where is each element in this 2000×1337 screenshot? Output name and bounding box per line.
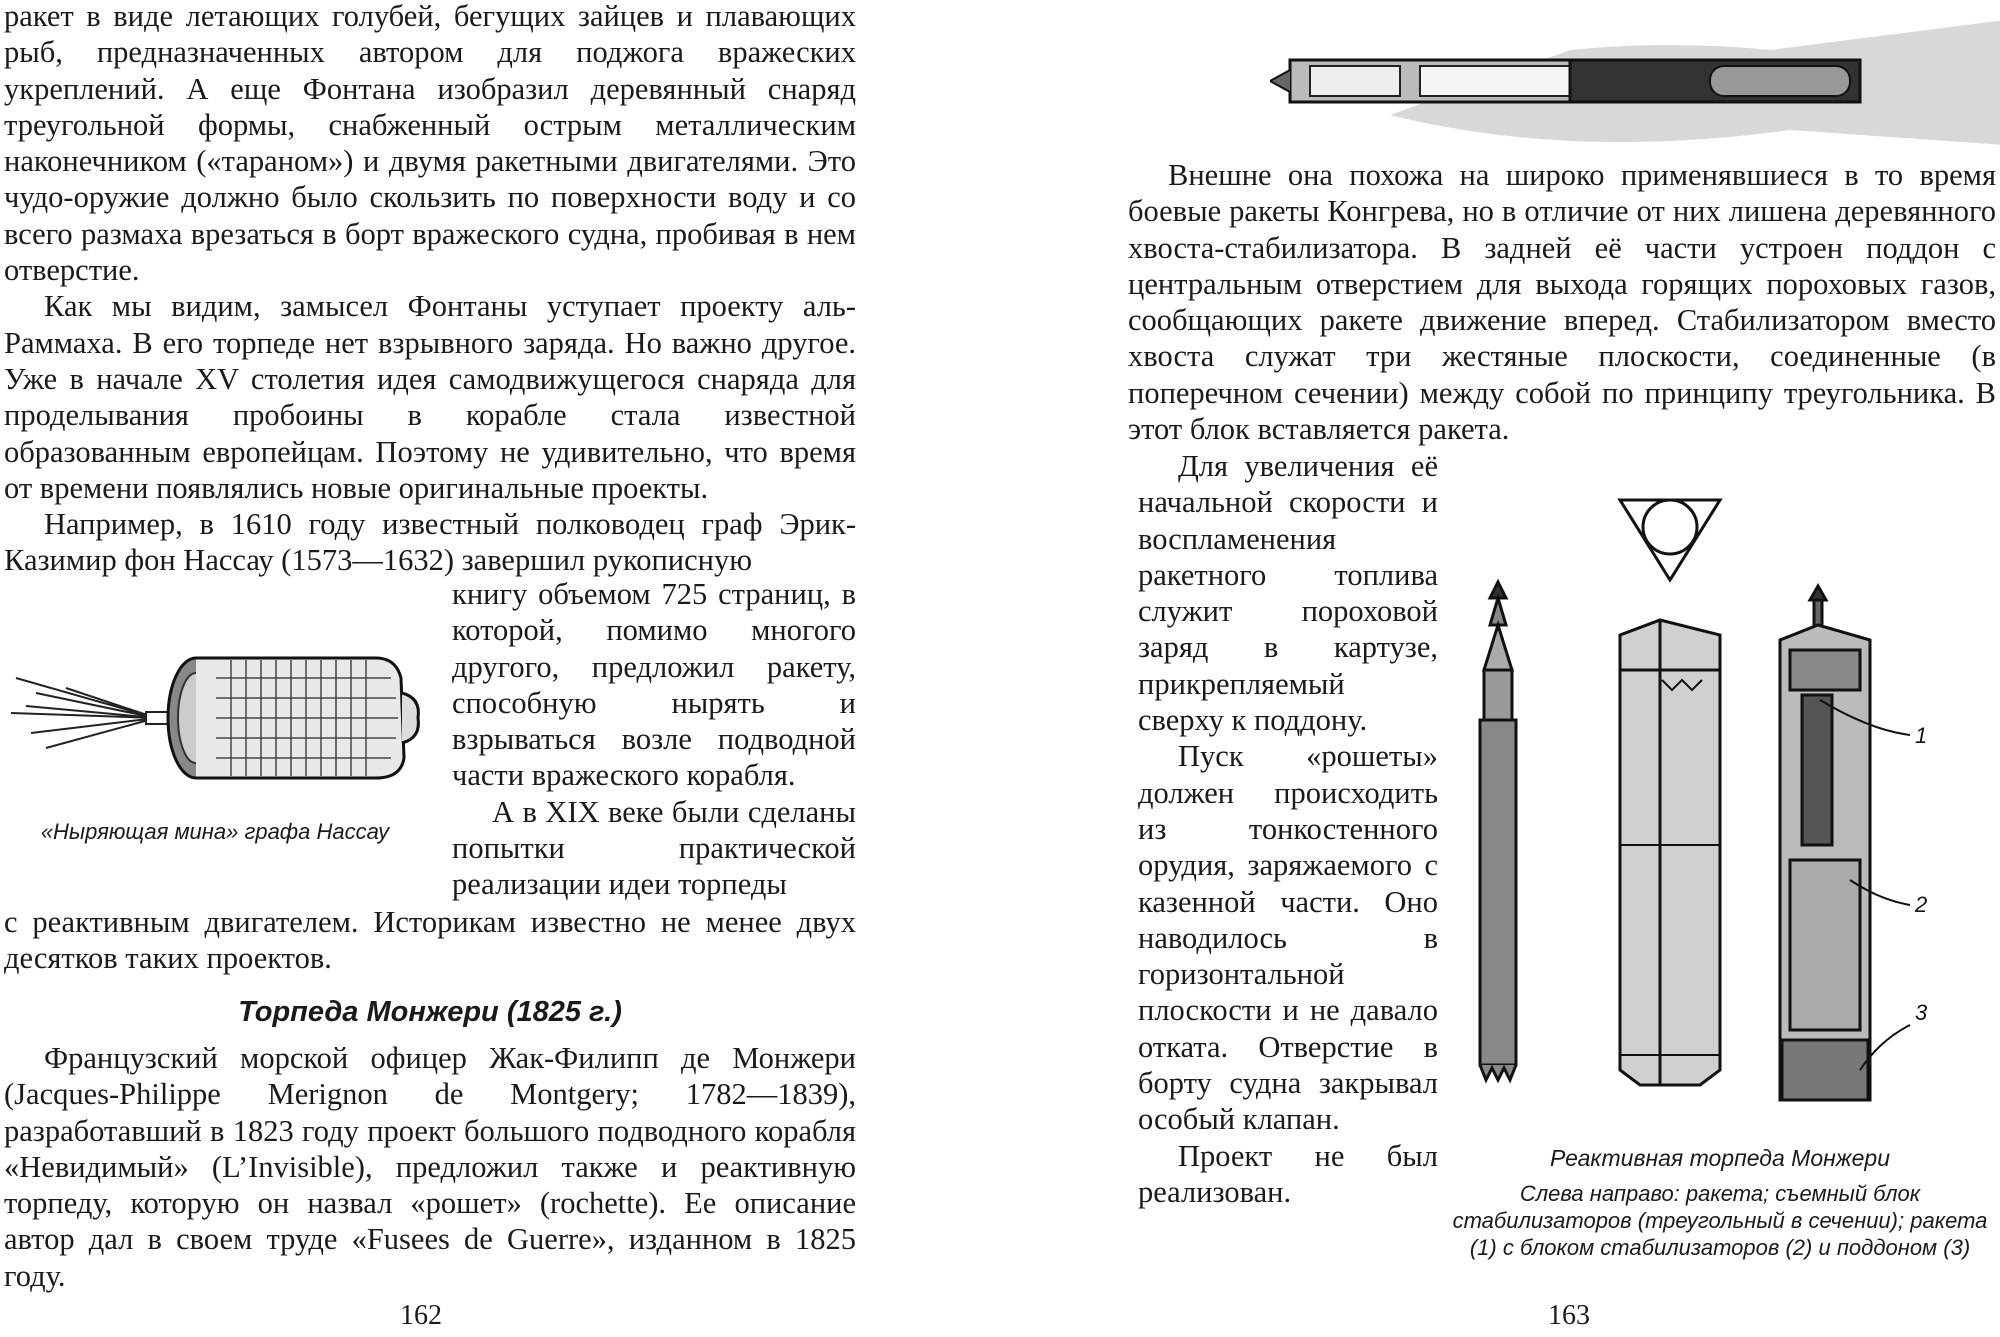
left-text-block-3: [4, 904, 856, 977]
paragraph: Пуск «рошеты» должен происходить из тонкостенного орудия, заряжаемого с казенной части. Оно наводилось в горизонтальной плоскости и не давало отката. Отверстие в борту судна закрывал особый клапан.: [1138, 739, 1438, 1137]
page-number-right: 163: [1548, 1300, 1590, 1331]
paragraph: ракет в виде летающих голубей, бегущих зайцев и плавающих рыб, предназначенных автором для поджога вражеских укреплений. А еще Фонтана изобразил деревянный снаряд треугольной формы, снабженный острым металлическим наконечником («тараном») и двумя ракетными двигателями. Это чудо-оружие должно было скользить по поверхности воду и со всего размаха врезаться в борт вражеского судна, пробивая в нем отверстие.: [4, 0, 856, 288]
montgery-torpedo-illustration: [1450, 480, 1970, 1140]
paragraph: книгу объемом 725 страниц, в которой, помимо многого другого, предложил ракету, способную нырять и взрываться возле подводной части вражеского корабля.: [452, 577, 856, 793]
right-page: [1120, 0, 2000, 1337]
right-text-block-2: [1138, 448, 1438, 1210]
montgery-figure-caption: Слева направо: ракета; съемный блок стабилизаторов (треугольный в сечении); ракета (1) с блоком стабилизаторов (2) и поддоном (3): [1452, 1181, 1988, 1260]
left-page: [0, 0, 870, 1337]
paragraph: с реактивным двигателем. Историкам известно не менее двух десятков таких проектов.: [4, 905, 856, 976]
paragraph: Французский морской офицер Жак-Филипп де Монжери (Jacques-Philippe Merignon de Montgery; 1782—1839), разработавший в 1823 году проект большого подводного корабля «Невидимый» (L’Invisible), предложил также и реактивную торпеду, которую он назвал «рошет» (rochette). Ее описание автор дал в своем труде «Fusees de Guerre», изданном в 1825 году.: [4, 1041, 856, 1293]
left-text-block-4: [4, 1040, 856, 1294]
left-text-block-1: [4, 0, 856, 579]
paragraph: Для увеличения её начальной скорости и воспламенения ракетного топлива служит пороховой заряд в картузе, прикрепляемый сверху к поддону.: [1138, 449, 1438, 738]
page-number-left: 162: [400, 1300, 442, 1331]
paragraph: А в XIX веке были сделаны попытки практической реализации идеи торпеды: [452, 794, 856, 902]
paragraph: Внешне она похожа на широко применявшиеся в то время боевые ракеты Конгрева, но в отличие от них лишена деревянного хвоста-стабилизатора. В задней её части устроен поддон с центральным отверстием для выхода горящих пороховых газов, сообщающих ракете движение вперед. Стабилизатором вместо хвоста служат три жестяные плоскости, соединенные (в поперечном сечении) между собой по принципу треугольника. В этот блок вставляется ракета.: [1128, 158, 1996, 447]
montgery-figure-title: Реактивная торпеда Монжери: [1550, 1145, 1890, 1171]
nassau-figure-caption: «Ныряющая мина» графа Нассау: [40, 819, 390, 844]
figure-label-2: 2: [1915, 892, 1928, 917]
paragraph: Как мы видим, замысел Фонтаны уступает проекту аль-Раммаха. В его торпеде нет взрывного заряда. Но важно другое. Уже в начале XV столетия идея самодвижущегося снаряда для проделывания пробоины в корабле стала известной образованным европейцам. Поэтому не удивительно, что время от времени появлялись новые оригинальные проекты.: [4, 289, 856, 505]
figure-label-1: 1: [1915, 723, 1928, 748]
left-text-block-2: [452, 576, 856, 903]
section-heading: Торпеда Монжери (1825 г.): [238, 996, 622, 1028]
figure-label-3: 3: [1915, 1000, 1928, 1025]
right-text-block-1: [1128, 157, 1996, 447]
paragraph: Например, в 1610 году известный полководец граф Эрик-Казимир фон Нассау (1573—1632) завершил рукописную: [4, 507, 856, 578]
paragraph: Проект не был реализован.: [1138, 1138, 1438, 1209]
nassau-mine-illustration: [6, 618, 426, 783]
rocket-launch-illustration: [1270, 20, 2000, 150]
